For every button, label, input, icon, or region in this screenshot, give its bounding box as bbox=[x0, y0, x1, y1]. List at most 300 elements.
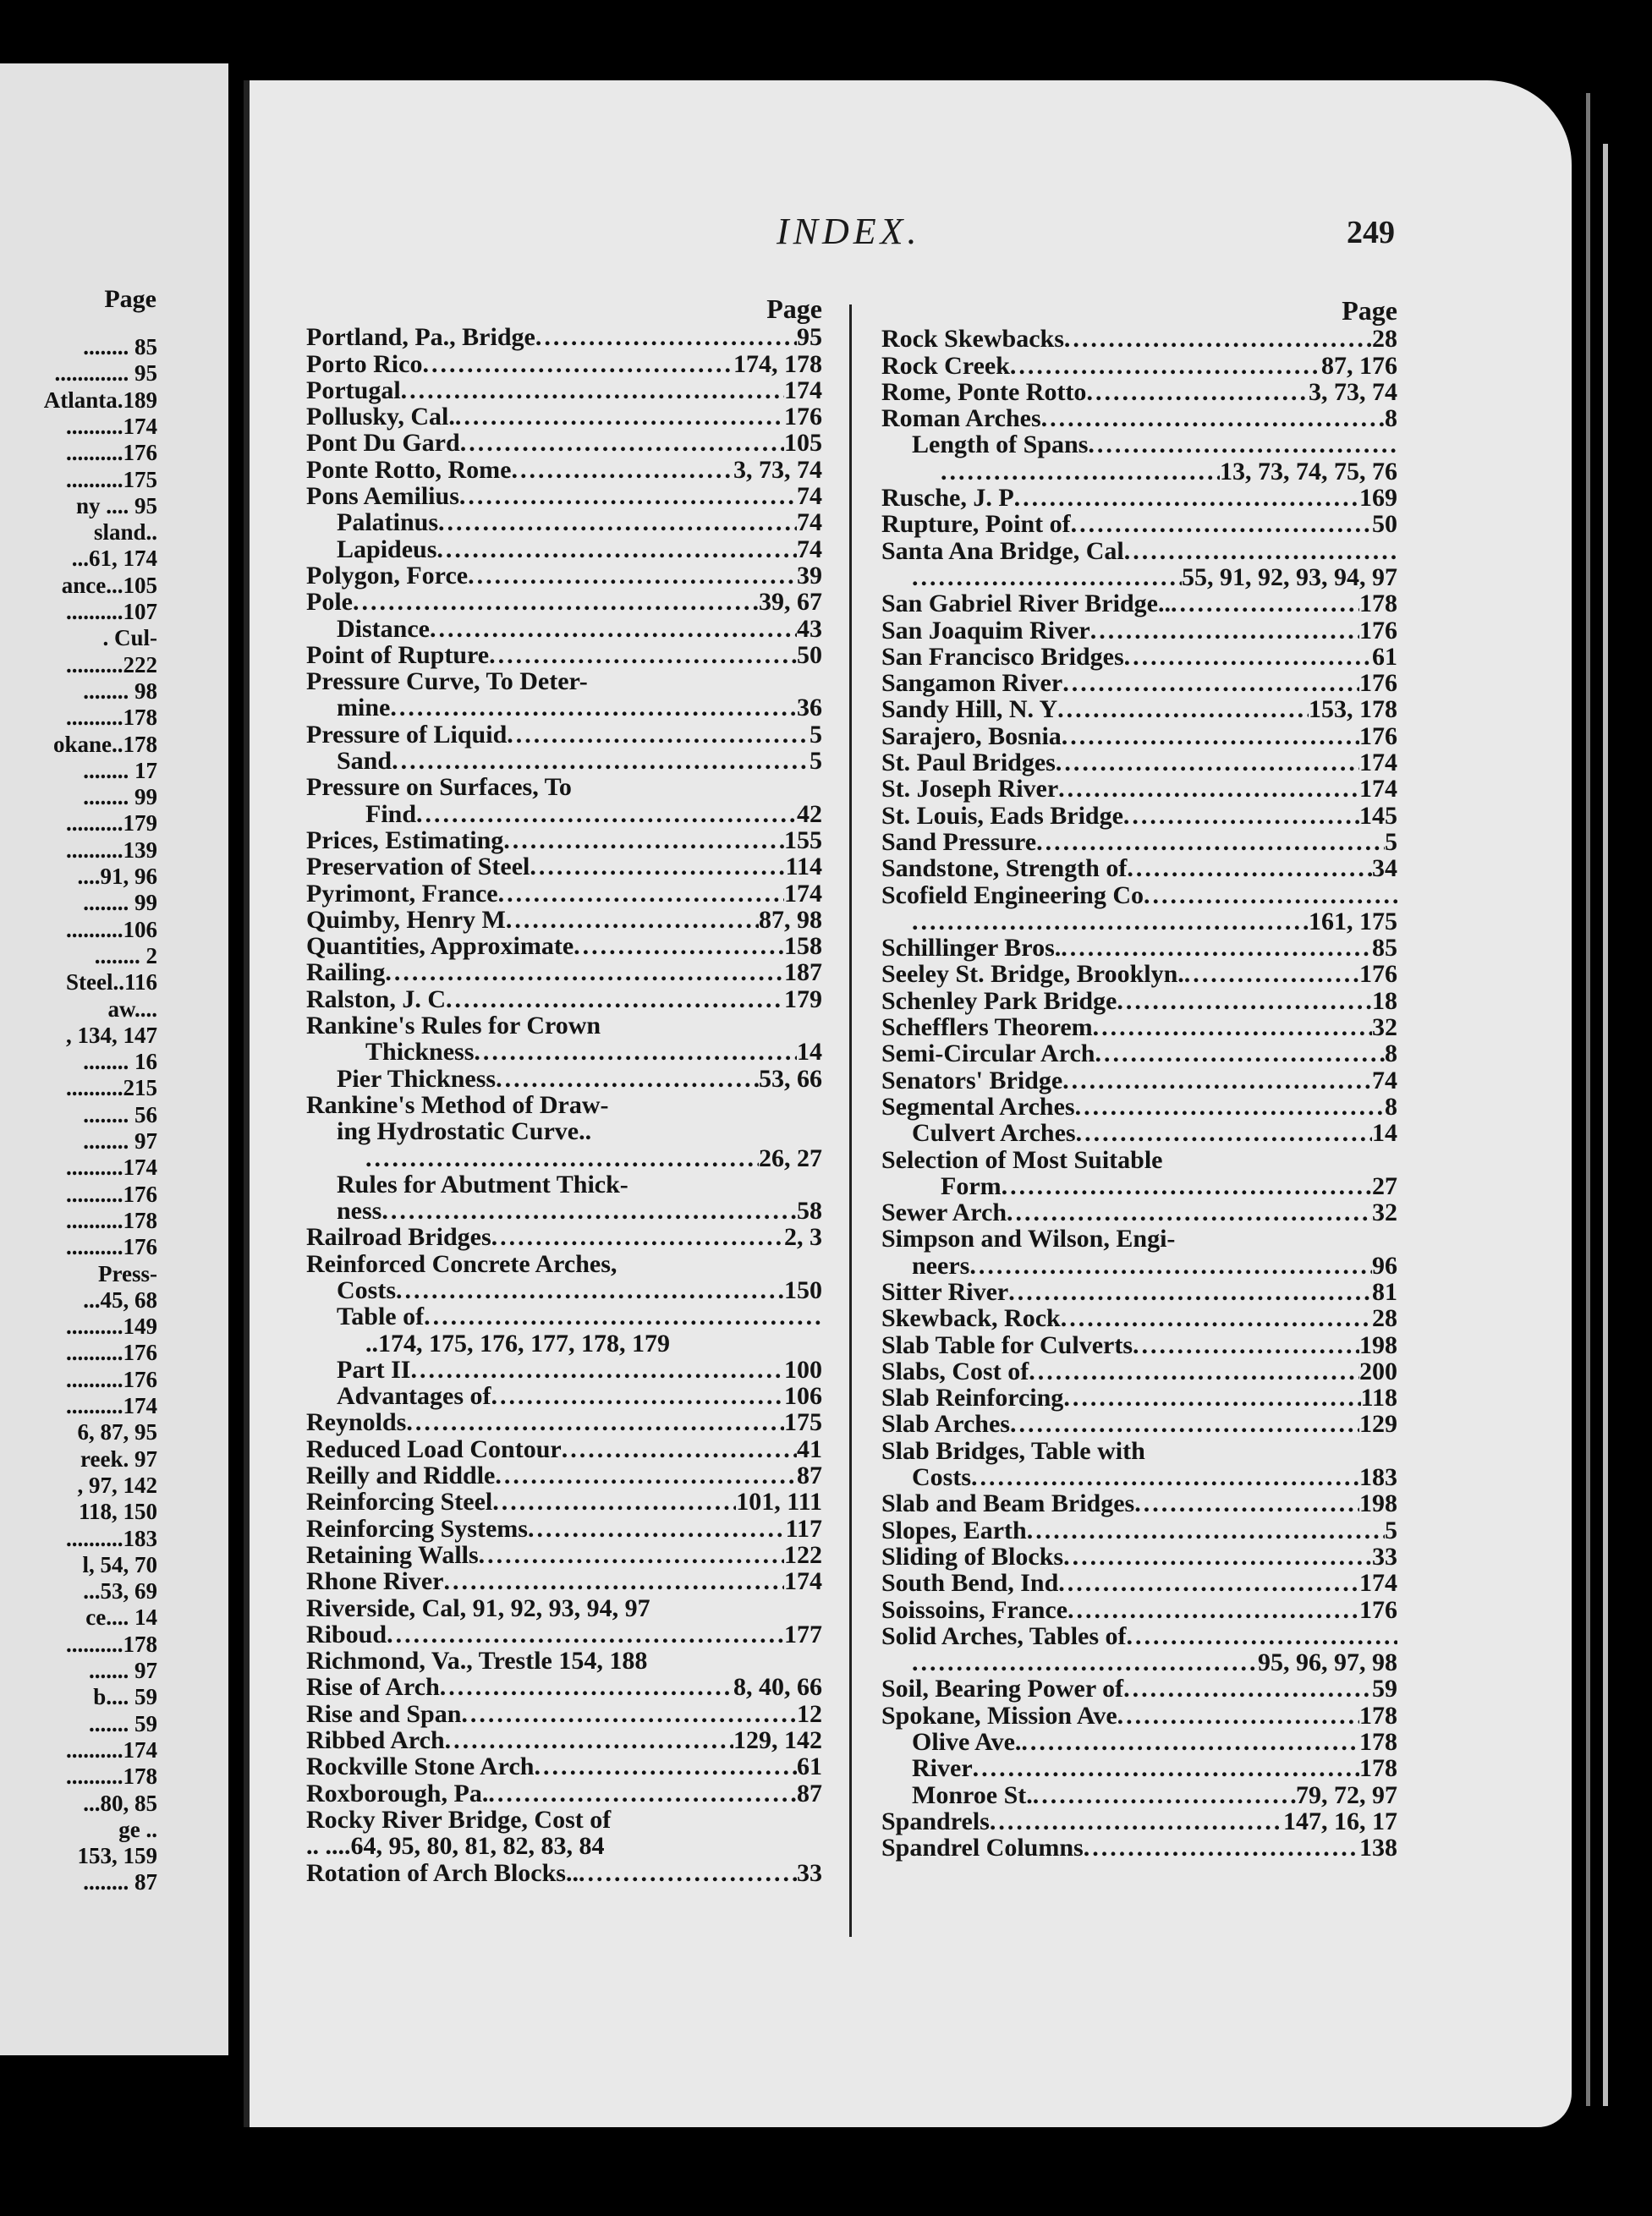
previous-page-line: ....... 97 bbox=[89, 1658, 157, 1683]
index-entry bbox=[881, 1040, 1397, 1067]
index-entry bbox=[306, 907, 822, 933]
index-entry bbox=[881, 1597, 1397, 1623]
entry-pages: 198 bbox=[1359, 1330, 1397, 1359]
dot-leader bbox=[912, 564, 1182, 590]
entry-term: Reynolds bbox=[306, 1408, 407, 1437]
index-entry bbox=[881, 1305, 1397, 1331]
index-entry bbox=[306, 1727, 822, 1753]
index-entry bbox=[306, 457, 822, 483]
entry-term: Pier Thickness bbox=[337, 1064, 497, 1093]
index-entry bbox=[881, 1729, 1397, 1755]
index-entry bbox=[881, 696, 1397, 722]
index-entry bbox=[881, 1120, 1397, 1146]
dot-leader bbox=[1061, 935, 1372, 961]
entry-pages: 187 bbox=[784, 958, 822, 987]
dot-leader bbox=[474, 1039, 797, 1065]
entry-pages: 169 bbox=[1359, 484, 1397, 513]
dot-leader bbox=[941, 458, 1220, 485]
entry-term: Rotation of Arch Blocks.. bbox=[306, 1858, 579, 1887]
entry-pages: 153, 178 bbox=[1309, 695, 1397, 724]
entry-term: Slabs, Cost of bbox=[881, 1357, 1029, 1385]
index-entry bbox=[881, 749, 1397, 776]
dot-leader bbox=[528, 1516, 786, 1542]
dot-leader bbox=[535, 324, 797, 350]
previous-page-line: ..........178 bbox=[66, 705, 157, 731]
previous-page-line: ..........139 bbox=[66, 836, 157, 863]
previous-page-line: ny .... 95 bbox=[75, 492, 157, 518]
index-entry bbox=[881, 1517, 1397, 1544]
entry-pages: 114 bbox=[785, 853, 822, 881]
entry-pages: 106 bbox=[784, 1382, 822, 1411]
dot-leader bbox=[406, 1409, 784, 1435]
entry-term: Pyrimont, France bbox=[306, 879, 498, 908]
entry-pages: 81 bbox=[1372, 1277, 1397, 1306]
previous-page-line: ...45, 68 bbox=[83, 1286, 157, 1313]
entry-term: Portugal bbox=[306, 376, 401, 404]
entry-pages: 5 bbox=[810, 747, 822, 776]
previous-page-line: ..........176 bbox=[66, 1234, 157, 1260]
index-entry bbox=[881, 1755, 1397, 1781]
entry-term: Spandrel Columns bbox=[881, 1834, 1084, 1862]
entry-pages: 150 bbox=[784, 1275, 822, 1304]
entry-pages: 95 bbox=[797, 323, 822, 352]
dot-leader bbox=[990, 1808, 1283, 1835]
previous-page-line: ..........179 bbox=[66, 810, 157, 836]
entry-pages: 85 bbox=[1372, 934, 1397, 963]
previous-page-header: Page bbox=[104, 285, 156, 313]
dot-leader bbox=[507, 721, 810, 748]
entry-term: Richmond, Va., Trestle 154, 188 bbox=[306, 1647, 648, 1676]
dot-leader bbox=[1123, 1676, 1372, 1702]
entry-pages: 61 bbox=[797, 1753, 822, 1781]
index-entry bbox=[306, 351, 822, 377]
entry-term: Rankine's Rules for Crown bbox=[306, 1012, 601, 1040]
dot-leader bbox=[443, 1568, 784, 1594]
dot-leader bbox=[1008, 1279, 1372, 1305]
index-entry bbox=[306, 694, 822, 721]
index-entry bbox=[306, 1807, 822, 1833]
index-entry bbox=[881, 1438, 1397, 1464]
index-column-right bbox=[881, 295, 1397, 1862]
dot-leader bbox=[1090, 617, 1359, 644]
column-header: Page bbox=[766, 293, 822, 324]
entry-pages: 8, 40, 66 bbox=[733, 1673, 822, 1702]
index-column-left bbox=[306, 293, 822, 1887]
entry-term: Sangamon River bbox=[881, 669, 1063, 698]
entry-pages: 174 bbox=[784, 879, 822, 908]
index-entry bbox=[881, 644, 1397, 670]
entry-term: Olive Ave. bbox=[912, 1728, 1022, 1757]
entry-pages: 179 bbox=[784, 985, 822, 1013]
index-entry bbox=[306, 642, 822, 668]
index-entry bbox=[306, 509, 822, 535]
entry-term: Spokane, Mission Ave bbox=[881, 1701, 1117, 1730]
dot-leader bbox=[459, 483, 797, 509]
previous-page-line: ....... 59 bbox=[89, 1710, 157, 1736]
previous-page-line: 118, 150 bbox=[78, 1499, 157, 1525]
index-entry bbox=[306, 616, 822, 642]
entry-term: San Gabriel River Bridge.. bbox=[881, 590, 1171, 618]
index-entry bbox=[881, 379, 1397, 405]
previous-page-line: ........ 98 bbox=[83, 677, 157, 704]
dot-leader bbox=[1123, 803, 1359, 829]
index-entry bbox=[306, 562, 822, 589]
previous-page-line: , 134, 147 bbox=[66, 1022, 157, 1048]
entry-pages: 5 bbox=[810, 720, 822, 749]
index-entry bbox=[881, 405, 1397, 431]
index-entry bbox=[306, 1436, 822, 1462]
entry-pages: 8 bbox=[1385, 1039, 1397, 1068]
previous-page-line: ........ 99 bbox=[83, 890, 157, 916]
dot-leader bbox=[1021, 1729, 1359, 1755]
entry-term: Pressure on Surfaces, To bbox=[306, 773, 572, 802]
index-entry bbox=[881, 1173, 1397, 1199]
entry-pages: 79, 72, 97 bbox=[1296, 1780, 1397, 1809]
previous-page-line: aw.... bbox=[107, 996, 157, 1022]
entry-term: Form bbox=[941, 1171, 1002, 1200]
entry-term: Pressure of Liquid bbox=[306, 720, 508, 749]
index-entry bbox=[881, 1782, 1397, 1808]
entry-pages: 39 bbox=[797, 561, 822, 590]
previous-page-line: ..........106 bbox=[66, 916, 157, 942]
index-entry bbox=[306, 1303, 822, 1330]
entry-term: San Francisco Bridges bbox=[881, 642, 1124, 671]
entry-term: Spandrels bbox=[881, 1807, 990, 1835]
dot-leader bbox=[1033, 1782, 1296, 1808]
index-entry bbox=[306, 774, 822, 800]
entry-pages: 138 bbox=[1359, 1834, 1397, 1862]
dot-leader bbox=[468, 562, 797, 589]
entry-pages: 178 bbox=[1359, 590, 1397, 618]
dot-leader bbox=[455, 403, 784, 430]
entry-term: Pollusky, Cal. bbox=[306, 403, 455, 431]
entry-term: Rock Creek bbox=[881, 351, 1010, 380]
dot-leader bbox=[1071, 511, 1372, 537]
dot-leader bbox=[912, 1649, 1258, 1676]
dot-leader bbox=[1029, 1358, 1359, 1385]
entry-term: Santa Ana Bridge, Cal bbox=[881, 536, 1124, 565]
dot-leader bbox=[1076, 1120, 1372, 1146]
entry-term: Senators' Bridge bbox=[881, 1066, 1063, 1094]
entry-term: Prices, Estimating bbox=[306, 826, 504, 854]
dot-leader bbox=[491, 1383, 784, 1409]
index-entry bbox=[881, 431, 1397, 458]
entry-term: Slab Bridges, Table with bbox=[881, 1436, 1145, 1465]
index-entry bbox=[881, 353, 1397, 379]
entry-pages: 118 bbox=[1360, 1384, 1397, 1412]
entry-pages: 55, 91, 92, 93, 94, 97 bbox=[1182, 562, 1397, 591]
entry-term: Rome, Ponte Rotto bbox=[881, 377, 1087, 406]
index-entry bbox=[306, 880, 822, 907]
entry-pages: 41 bbox=[797, 1434, 822, 1463]
dot-leader bbox=[574, 933, 784, 959]
entry-term: Schenley Park Bridge bbox=[881, 986, 1117, 1015]
index-entry bbox=[881, 1676, 1397, 1702]
entry-pages: 50 bbox=[797, 640, 822, 669]
previous-page-line: ..........176 bbox=[66, 1366, 157, 1392]
index-entry bbox=[881, 1570, 1397, 1596]
index-entry bbox=[306, 1595, 822, 1621]
dot-leader bbox=[1088, 431, 1397, 458]
entry-pages: 74 bbox=[797, 482, 822, 511]
dot-leader bbox=[1014, 485, 1359, 511]
index-entry bbox=[881, 617, 1397, 644]
entry-pages: 174, 178 bbox=[733, 349, 822, 378]
dot-leader bbox=[1184, 961, 1359, 987]
dot-leader bbox=[1064, 326, 1372, 352]
previous-page-line: ..........107 bbox=[66, 599, 157, 624]
page-number: 249 bbox=[1347, 215, 1395, 250]
dot-leader bbox=[912, 908, 1309, 935]
index-entry bbox=[881, 458, 1397, 485]
dot-leader bbox=[1133, 1332, 1359, 1358]
index-entry bbox=[881, 988, 1397, 1014]
entry-pages: 129, 142 bbox=[733, 1726, 822, 1755]
index-entry bbox=[881, 1544, 1397, 1570]
entry-pages: 32 bbox=[1372, 1199, 1397, 1227]
dot-leader bbox=[440, 1674, 733, 1700]
entry-term: St. Louis, Eads Bridge bbox=[881, 801, 1123, 830]
index-entry bbox=[306, 1674, 822, 1700]
dot-leader bbox=[416, 801, 797, 827]
dot-leader bbox=[1075, 1094, 1385, 1120]
previous-page-line: ..........183 bbox=[66, 1525, 157, 1551]
index-entry bbox=[306, 1753, 822, 1780]
dot-leader bbox=[381, 1198, 797, 1224]
previous-page-line: ....91, 96 bbox=[77, 864, 157, 889]
previous-page-line: ..........176 bbox=[66, 1340, 157, 1366]
entry-term: Seeley St. Bridge, Brooklyn. bbox=[881, 960, 1184, 989]
dot-leader bbox=[488, 1780, 797, 1807]
index-entry bbox=[306, 748, 822, 774]
entry-pages: 176 bbox=[1359, 1595, 1397, 1624]
dot-leader bbox=[491, 1224, 784, 1250]
entry-term: Rupture, Point of bbox=[881, 510, 1071, 539]
index-entry bbox=[881, 803, 1397, 829]
entry-term: Schefflers Theorem bbox=[881, 1013, 1093, 1042]
previous-page-line: ..........178 bbox=[66, 1763, 157, 1790]
index-entry bbox=[306, 1462, 822, 1489]
entry-term: Sliding of Blocks bbox=[881, 1542, 1064, 1571]
previous-page-line: 153, 159 bbox=[77, 1843, 157, 1869]
entry-pages: 105 bbox=[784, 429, 822, 458]
entry-pages: 58 bbox=[797, 1197, 822, 1226]
entry-pages: 74 bbox=[797, 535, 822, 563]
dot-leader bbox=[460, 430, 784, 456]
entry-term: Slab Arches bbox=[881, 1410, 1010, 1439]
dot-leader bbox=[410, 1357, 784, 1383]
previous-page-line: sland.. bbox=[93, 519, 157, 546]
entry-term: Slab Table for Culverts bbox=[881, 1330, 1133, 1359]
entry-term: River bbox=[912, 1754, 973, 1783]
index-entry bbox=[306, 1145, 822, 1171]
page-edge bbox=[1603, 144, 1608, 2106]
index-entry bbox=[881, 723, 1397, 749]
entry-term: Rise and Span bbox=[306, 1699, 462, 1728]
entry-term: Retaining Walls bbox=[306, 1540, 479, 1569]
previous-page-line: Press- bbox=[98, 1260, 157, 1286]
entry-term: Costs bbox=[337, 1275, 397, 1304]
dot-leader bbox=[1058, 1570, 1359, 1596]
previous-page-line: ge .. bbox=[118, 1816, 157, 1842]
page-title: INDEX. bbox=[777, 211, 921, 252]
entry-term: Solid Arches, Tables of bbox=[881, 1621, 1127, 1650]
index-entry bbox=[306, 324, 822, 350]
index-entry bbox=[306, 1489, 822, 1515]
previous-page-line: ........ 56 bbox=[83, 1101, 157, 1127]
entry-pages: 59 bbox=[1372, 1675, 1397, 1703]
index-entry bbox=[306, 1251, 822, 1277]
entry-term: neers bbox=[912, 1251, 970, 1280]
entry-term: San Joaquim River bbox=[881, 616, 1090, 645]
dot-leader bbox=[461, 1701, 797, 1727]
dot-leader bbox=[503, 827, 784, 853]
index-entry bbox=[881, 1411, 1397, 1437]
index-entry bbox=[881, 670, 1397, 696]
entry-term: Riverside, Cal, 91, 92, 93, 94, 97 bbox=[306, 1593, 650, 1622]
previous-page-line: ..........176 bbox=[66, 1181, 157, 1207]
dot-leader bbox=[392, 748, 810, 774]
index-entry bbox=[881, 1385, 1397, 1411]
entry-pages: 3, 73, 74 bbox=[1309, 377, 1397, 406]
dot-leader bbox=[973, 1755, 1359, 1781]
entry-pages: 2, 3 bbox=[784, 1223, 822, 1252]
entry-pages: 32 bbox=[1372, 1013, 1397, 1042]
entry-term: Rhone River bbox=[306, 1567, 444, 1596]
entry-term: Distance bbox=[337, 614, 430, 643]
dot-leader bbox=[1036, 829, 1385, 855]
previous-page-line: ance...105 bbox=[61, 572, 157, 598]
entry-pages: 33 bbox=[1372, 1542, 1397, 1571]
previous-page-line: ........ 2 bbox=[94, 942, 157, 968]
entry-term: Quantities, Approximate bbox=[306, 932, 574, 961]
dot-leader bbox=[401, 377, 784, 403]
entry-pages: 5 bbox=[1385, 1516, 1397, 1544]
entry-pages: 87 bbox=[797, 1779, 822, 1807]
entry-pages: 100 bbox=[784, 1355, 822, 1384]
entry-pages: 174 bbox=[784, 1567, 822, 1596]
dot-leader bbox=[1124, 644, 1372, 670]
index-entry bbox=[306, 1780, 822, 1807]
index-entry bbox=[306, 1171, 822, 1198]
dot-leader bbox=[1067, 1597, 1359, 1623]
entry-term: ..174, 175, 176, 177, 178, 179 bbox=[365, 1329, 670, 1358]
index-entry bbox=[306, 1701, 822, 1727]
entry-pages: 176 bbox=[1359, 616, 1397, 645]
previous-page-line: ..........149 bbox=[66, 1314, 157, 1340]
previous-page-line: ..........175 bbox=[66, 466, 157, 492]
index-entry bbox=[306, 1039, 822, 1065]
index-entry bbox=[881, 1226, 1397, 1252]
index-entry bbox=[881, 1649, 1397, 1676]
entry-term: Roman Arches bbox=[881, 404, 1041, 433]
previous-page bbox=[0, 63, 228, 2055]
index-entry bbox=[881, 882, 1397, 908]
entry-term: Find bbox=[365, 799, 417, 828]
entry-term: Quimby, Henry M bbox=[306, 905, 506, 934]
dot-leader bbox=[498, 880, 784, 907]
dot-leader bbox=[1010, 353, 1321, 379]
entry-pages: 12 bbox=[797, 1699, 822, 1728]
dot-leader bbox=[479, 1542, 784, 1568]
index-entry bbox=[881, 326, 1397, 352]
dot-leader bbox=[1010, 1411, 1359, 1437]
dot-leader bbox=[534, 1753, 797, 1780]
index-entry bbox=[306, 1198, 822, 1224]
entry-term: Rules for Abutment Thick- bbox=[337, 1170, 628, 1199]
dot-leader bbox=[1061, 1305, 1372, 1331]
entry-pages: 50 bbox=[1372, 510, 1397, 539]
previous-page-line: l, 54, 70 bbox=[82, 1551, 157, 1577]
entry-pages: 96 bbox=[1372, 1251, 1397, 1280]
index-entry bbox=[881, 1623, 1397, 1649]
previous-page-line: ...53, 69 bbox=[83, 1578, 157, 1604]
dot-leader bbox=[495, 1462, 797, 1489]
entry-term: Reinforcing Steel bbox=[306, 1488, 493, 1517]
entry-pages: 158 bbox=[784, 932, 822, 961]
entry-pages: 175 bbox=[784, 1408, 822, 1437]
previous-page-line: ..........176 bbox=[66, 440, 157, 466]
dot-leader bbox=[1063, 1385, 1360, 1411]
entry-term: Reilly and Riddle bbox=[306, 1462, 496, 1490]
entry-term: Railing bbox=[306, 958, 386, 987]
dot-leader bbox=[1171, 590, 1359, 617]
entry-term: Rock Skewbacks bbox=[881, 325, 1064, 354]
entry-pages: 95, 96, 97, 98 bbox=[1258, 1648, 1397, 1677]
entry-term: Thickness bbox=[365, 1038, 475, 1067]
index-entry bbox=[881, 485, 1397, 511]
entry-term: Slab and Beam Bridges bbox=[881, 1489, 1135, 1518]
entry-term: Roxborough, Pa. bbox=[306, 1779, 489, 1807]
entry-term: Schillinger Bros. bbox=[881, 934, 1062, 963]
index-entry bbox=[881, 511, 1397, 537]
entry-term: Sarajero, Bosnia bbox=[881, 721, 1062, 750]
dot-leader bbox=[436, 536, 797, 562]
previous-page-line: 6, 87, 95 bbox=[77, 1419, 157, 1445]
dot-leader bbox=[1007, 1199, 1372, 1226]
index-entry bbox=[881, 1835, 1397, 1861]
index-entry bbox=[881, 564, 1397, 590]
entry-pages: 177 bbox=[784, 1620, 822, 1648]
entry-term: St. Paul Bridges bbox=[881, 749, 1056, 777]
entry-pages: 28 bbox=[1372, 325, 1397, 354]
entry-pages: 117 bbox=[785, 1514, 822, 1543]
dot-leader bbox=[1062, 723, 1359, 749]
dot-leader bbox=[1002, 1173, 1372, 1199]
entry-term: Sandy Hill, N. Y bbox=[881, 695, 1058, 724]
entry-pages: 36 bbox=[797, 694, 822, 722]
dot-leader bbox=[445, 1727, 733, 1753]
entry-term: Point of Rupture bbox=[306, 640, 490, 669]
entry-term: Soil, Bearing Power of bbox=[881, 1675, 1124, 1703]
entry-term: Culvert Arches bbox=[912, 1119, 1076, 1148]
index-entry bbox=[306, 1330, 822, 1357]
entry-term: Slab Reinforcing bbox=[881, 1384, 1064, 1412]
dot-leader bbox=[969, 1253, 1372, 1279]
entry-pages: 74 bbox=[1372, 1066, 1397, 1094]
entry-term: Table of bbox=[337, 1303, 425, 1331]
dot-leader bbox=[365, 1145, 759, 1171]
entry-term: Polygon, Force bbox=[306, 561, 469, 590]
index-entry bbox=[306, 1860, 822, 1886]
previous-page-line: ........ 97 bbox=[83, 1128, 157, 1154]
index-entry bbox=[306, 1542, 822, 1568]
dot-leader bbox=[390, 694, 797, 721]
dot-leader bbox=[579, 1860, 797, 1886]
dot-leader bbox=[1084, 1835, 1359, 1861]
index-entry bbox=[306, 1357, 822, 1383]
entry-pages: 174 bbox=[1359, 1569, 1397, 1598]
